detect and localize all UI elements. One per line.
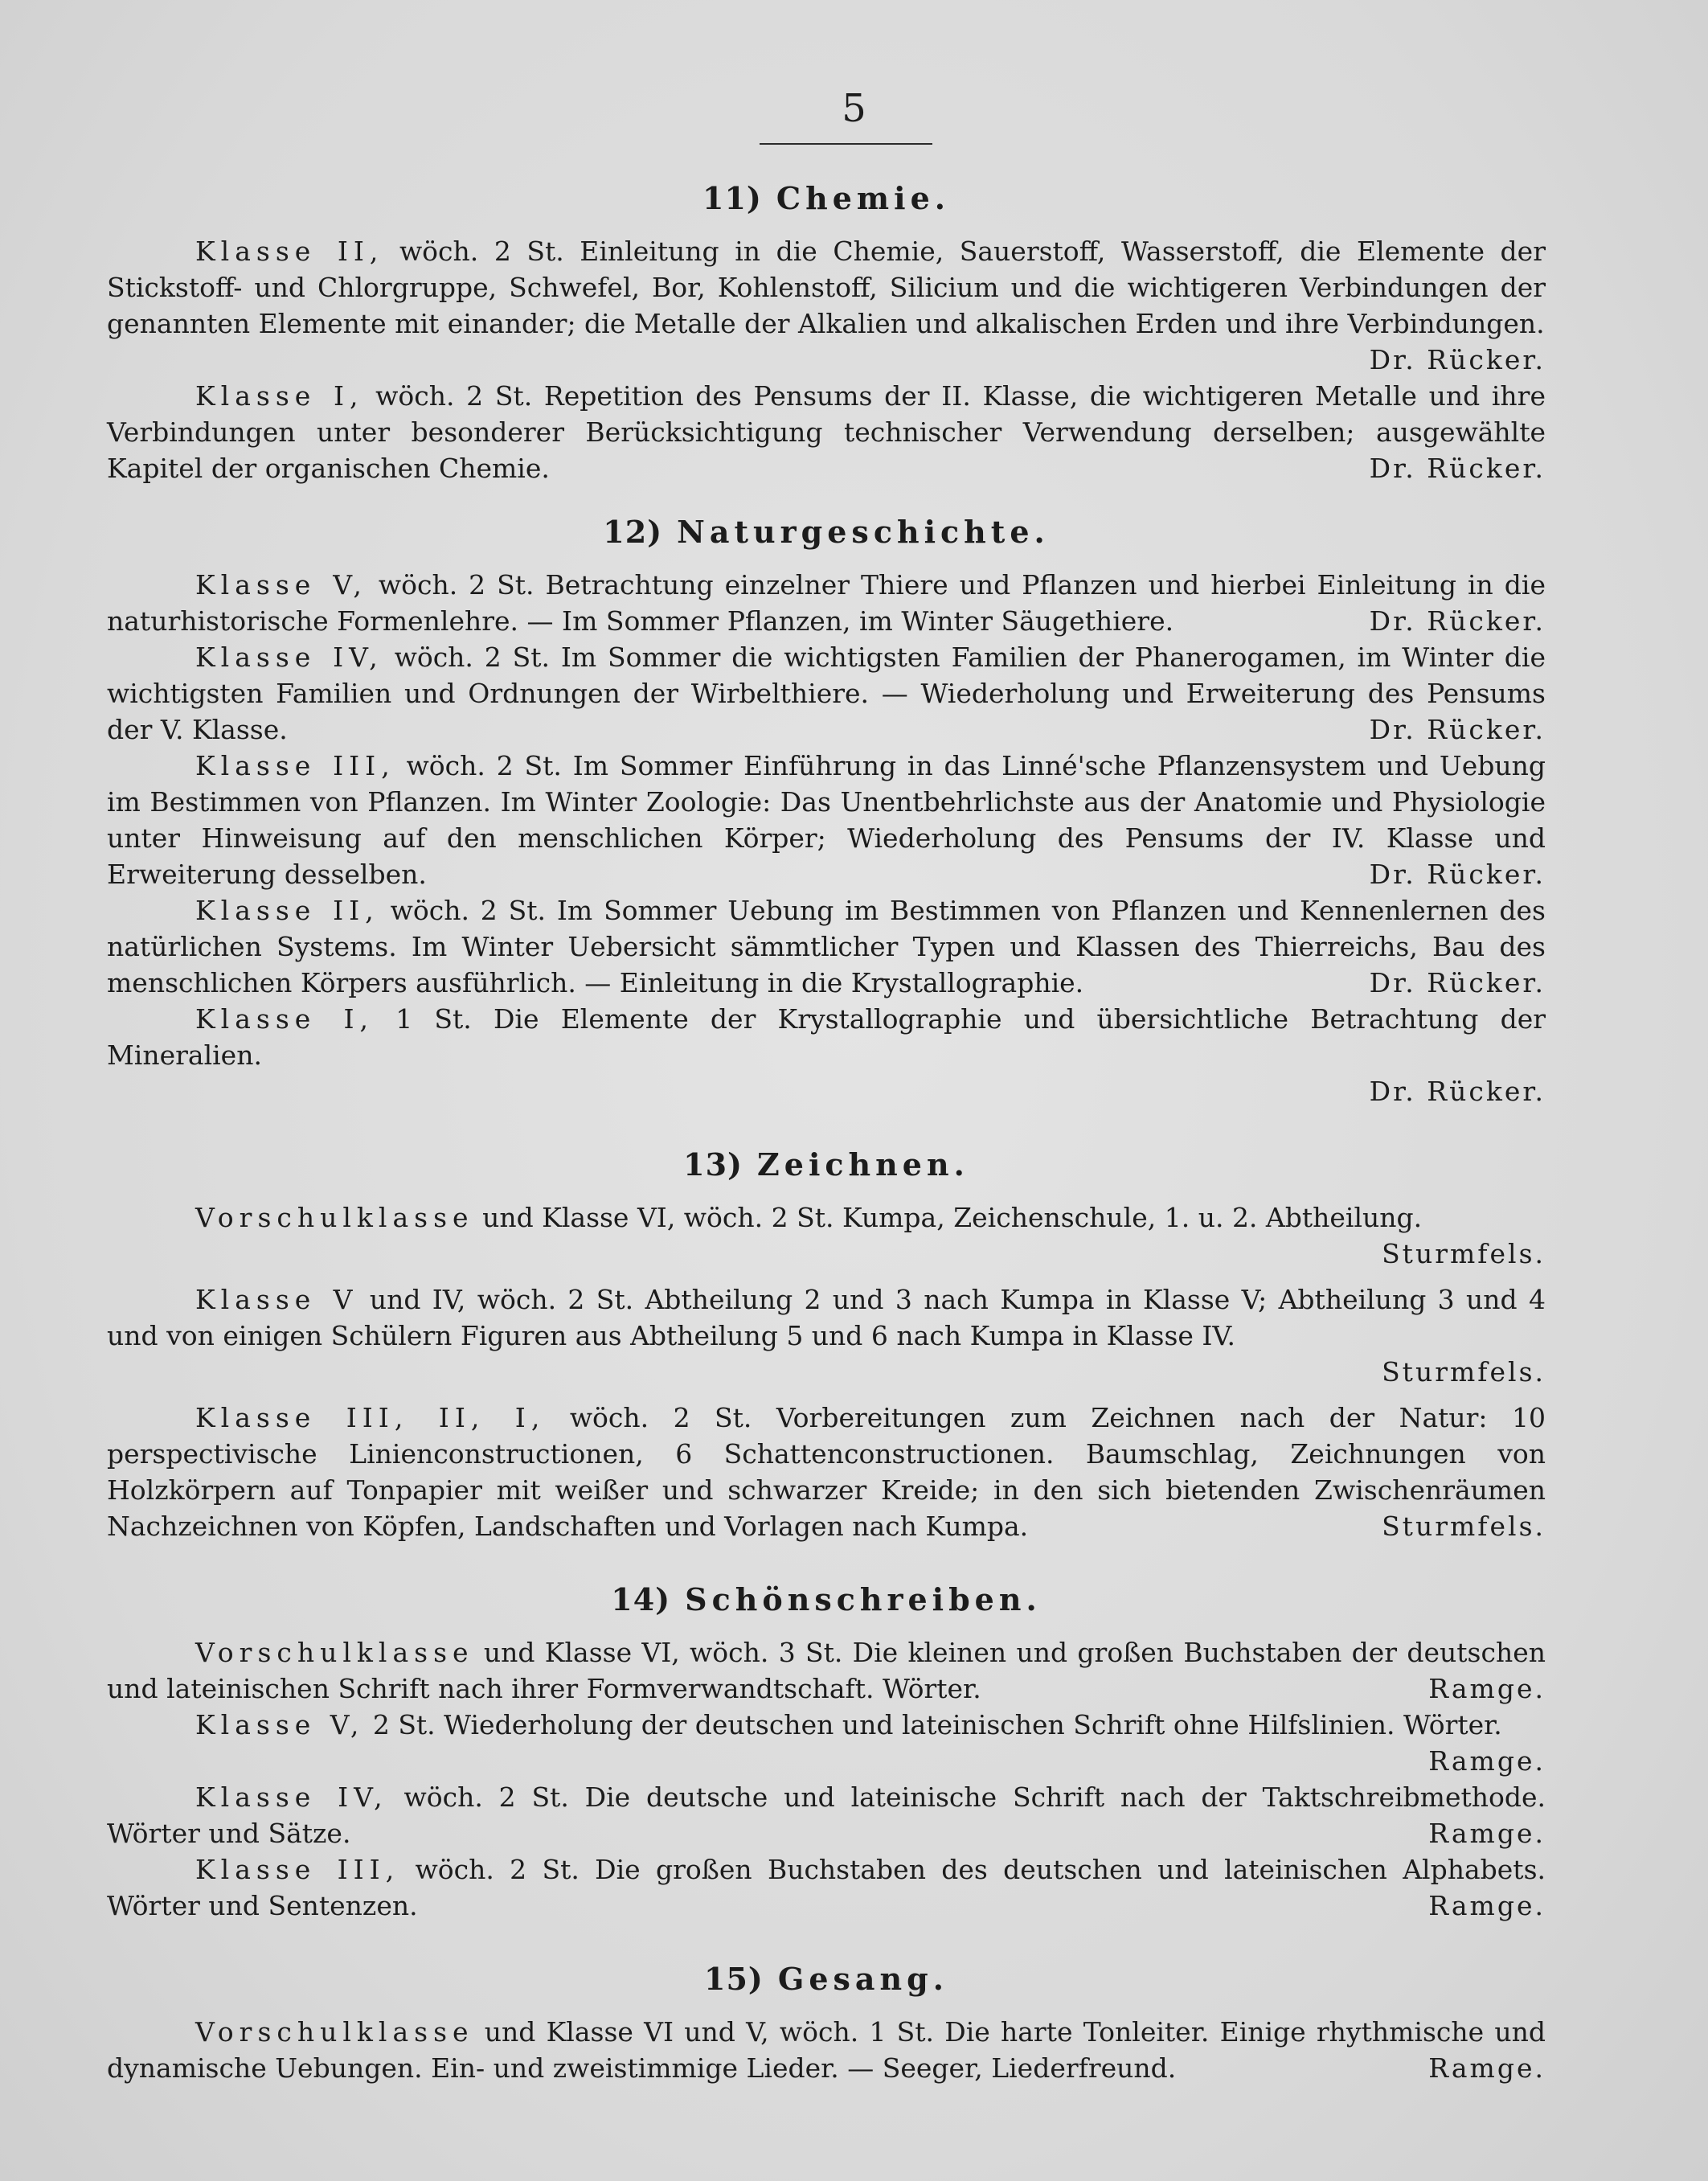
entry-paragraph: Vorschulklasse und Klasse VI, wöch. 3 St. Die kleinen und großen Buchstaben der deutschen und lateinischen Schrift nach ihrer Formverwandtschaft. Wörter. Ramge. xyxy=(107,1634,1546,1707)
entry-paragraph: Klasse II, wöch. 2 St. Im Sommer Uebung im Bestimmen von Pflanzen und Kennenlernen des natürlichen Systems. Im Winter Uebersicht sämmtlicher Typen und Klassen des Thierreichs, Bau des menschlichen Körpers ausführlich. — Einleitung in die Krystallographie. Dr. Rücker. xyxy=(107,892,1546,1001)
section-title: 12) Naturgeschichte. xyxy=(603,514,1050,550)
teacher-name: Sturmfels. xyxy=(1382,1238,1546,1269)
entry-paragraph: Klasse V, 2 St. Wiederholung der deutschen und lateinischen Schrift ohne Hilfslinien. Wörter. Ramge. xyxy=(107,1707,1546,1779)
teacher-name: Dr. Rücker. xyxy=(1369,344,1546,375)
entry-paragraph: Klasse II, wöch. 2 St. Einleitung in die Chemie, Sauerstoff, Wasserstoff, die Elemente der Stickstoff- und Chlorgruppe, Schwefel, Bor, Kohlenstoff, Silicium und die wichtigeren Verbindungen der genannten Elemente mit einander; die Metalle der Alkalien und alkalischen Erden und ihre Verbindungen. Dr. Rücker. xyxy=(107,233,1546,378)
teacher-name: Dr. Rücker. xyxy=(1369,605,1546,637)
entry-paragraph: Klasse I, wöch. 2 St. Repetition des Pensums der II. Klasse, die wichtigeren Metalle und ihre Verbindungen unter besonderer Berücksichtigung technischer Verwendung derselben; ausgewählte Kapitel der organischen Chemie. Dr. Rücker. xyxy=(107,378,1546,486)
page-number: 5 xyxy=(842,86,866,131)
teacher-name: Dr. Rücker. xyxy=(1369,1076,1546,1107)
section-zeichnen xyxy=(107,1137,1546,1544)
teacher-name: Dr. Rücker. xyxy=(1369,967,1546,998)
teacher-name: Dr. Rücker. xyxy=(1369,859,1546,890)
entry-paragraph: Vorschulklasse und Klasse VI und V, wöch. 1 St. Die harte Tonleiter. Einige rhythmische und dynamische Uebungen. Ein- und zweistimmige Lieder. — Seeger, Liederfreund. Ramge. xyxy=(107,2014,1546,2086)
teacher-name: Ramge. xyxy=(1428,1745,1546,1777)
teacher-name: Ramge. xyxy=(1428,1890,1546,1921)
page-content xyxy=(107,170,1546,2086)
entry-paragraph: Vorschulklasse und Klasse VI, wöch. 2 St. Kumpa, Zeichenschule, 1. u. 2. Abtheilung. Sturmfels. xyxy=(107,1199,1546,1272)
section-gesang xyxy=(107,1951,1546,2086)
section-title: 14) Schönschreiben. xyxy=(611,1581,1042,1617)
entry-paragraph: Klasse IV, wöch. 2 St. Im Sommer die wichtigsten Familien der Phanerogamen, im Winter die wichtigsten Familien und Ordnungen der Wirbelthiere. — Wiederholung und Erweiterung des Pensums der V. Klasse. Dr. Rücker. xyxy=(107,639,1546,748)
section-naturgeschichte xyxy=(107,504,1546,1109)
teacher-name: Sturmfels. xyxy=(1382,1511,1546,1542)
entry-paragraph: Klasse I, 1 St. Die Elemente der Krystallographie und übersichtliche Betrachtung der Mineralien. Dr. Rücker. xyxy=(107,1001,1546,1109)
entry-paragraph: Klasse III, II, I, wöch. 2 St. Vorbereitungen zum Zeichnen nach der Natur: 10 perspectivische Linienconstructionen, 6 Schattenconstructionen. Baumschlag, Zeichnungen von Holzkörpern auf Tonpapier mit weißer und schwarzer Kreide; in den sich bietenden Zwischenräumen Nachzeichnen von Köpfen, Landschaften und Vorlagen nach Kumpa. Sturmfels. xyxy=(107,1400,1546,1544)
page-number-rule xyxy=(760,143,932,145)
section-chemie xyxy=(107,170,1546,486)
teacher-name: Ramge. xyxy=(1428,1818,1546,1849)
section-schoenschreiben xyxy=(107,1572,1546,1924)
entry-paragraph: Klasse V, wöch. 2 St. Betrachtung einzelner Thiere und Pflanzen und hierbei Einleitung in die naturhistorische Formenlehre. — Im Sommer Pflanzen, im Winter Säugethiere. Dr. Rücker. xyxy=(107,567,1546,639)
teacher-name: Sturmfels. xyxy=(1382,1356,1546,1388)
entry-paragraph: Klasse III, wöch. 2 St. Die großen Buchstaben des deutschen und lateinischen Alphabets. Wörter und Sentenzen. Ramge. xyxy=(107,1851,1546,1924)
entry-paragraph: Klasse IV, wöch. 2 St. Die deutsche und lateinische Schrift nach der Taktschreibmethode. Wörter und Sätze. Ramge. xyxy=(107,1779,1546,1851)
teacher-name: Ramge. xyxy=(1428,1673,1546,1704)
section-title: 13) Zeichnen. xyxy=(683,1146,969,1183)
section-title: 11) Chemie. xyxy=(702,180,950,216)
teacher-name: Dr. Rücker. xyxy=(1369,714,1546,745)
teacher-name: Ramge. xyxy=(1428,2052,1546,2084)
section-title: 15) Gesang. xyxy=(704,1961,948,1997)
teacher-name: Dr. Rücker. xyxy=(1369,453,1546,484)
entry-paragraph: Klasse III, wöch. 2 St. Im Sommer Einführung in das Linné'sche Pflanzensystem und Uebung im Bestimmen von Pflanzen. Im Winter Zoologie: Das Unentbehrlichste aus der Anatomie und Physiologie unter Hinweisung auf den menschlichen Körper; Wiederholung des Pensums der IV. Klasse und Erweiterung desselben. Dr. Rücker. xyxy=(107,748,1546,892)
entry-paragraph: Klasse V und IV, wöch. 2 St. Abtheilung 2 und 3 nach Kumpa in Klasse V; Abtheilung 3 und 4 und von einigen Schülern Figuren aus Abtheilung 5 und 6 nach Kumpa in Klasse IV. Sturmfels. xyxy=(107,1281,1546,1390)
